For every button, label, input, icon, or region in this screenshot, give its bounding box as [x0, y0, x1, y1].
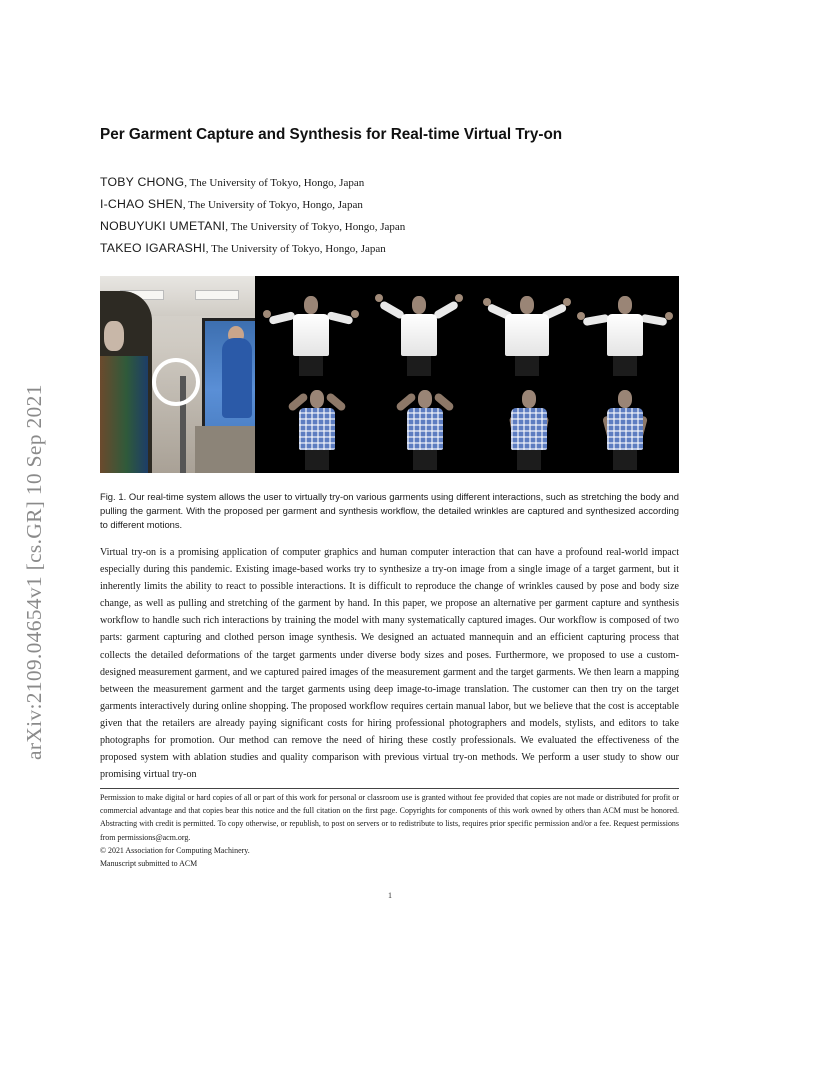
lab-setup-photo: [100, 276, 255, 473]
left-arm: [268, 311, 295, 325]
author-line: [100, 196, 700, 218]
author-line: [100, 218, 700, 240]
result-white-tshirt: [575, 284, 675, 376]
arxiv-identifier: arXiv:2109.04654v1 [cs.GR] 10 Sep 2021: [22, 384, 46, 760]
head: [304, 296, 318, 314]
figure-caption: Fig. 1. Our real-time system allows the user to virtually try-on various garments using different interactions, such as stretching the body and pulling the garment. With the proposed per garment and synthesis workflow, the detailed wrinkles are captured and synthesized according to different motions.: [100, 491, 679, 530]
result-plaid-shirt: [479, 378, 579, 470]
result-plaid-shirt: [267, 378, 367, 470]
head: [522, 390, 536, 408]
result-plaid-shirt: [375, 378, 475, 470]
legs: [517, 450, 541, 470]
author-affiliation: , The University of Tokyo, Hongo, Japan: [182, 199, 363, 211]
author-name: TAKEO IGARASHI: [100, 241, 206, 255]
copyright-line: © 2021 Association for Computing Machinery.: [100, 845, 250, 855]
plaid-shirt: [511, 408, 547, 450]
paper-title: Per Garment Capture and Synthesis for Real-time Virtual Try-on: [100, 126, 563, 143]
right-fist: [351, 310, 359, 318]
result-white-tshirt: [369, 284, 469, 376]
author-line: [100, 240, 700, 262]
white-tshirt: [607, 314, 643, 356]
user-face: [104, 321, 124, 351]
user-shirt: [100, 356, 148, 473]
result-white-tshirt: [261, 284, 361, 376]
author-list: [100, 174, 700, 262]
legs: [305, 450, 329, 470]
author-name: I-CHAO SHEN: [100, 197, 183, 211]
head: [618, 296, 632, 314]
right-arm: [326, 311, 353, 325]
plaid-shirt: [607, 408, 643, 450]
screen-person: [222, 338, 252, 418]
tryon-results-grid: [257, 276, 679, 473]
left-fist: [577, 312, 585, 320]
right-fist: [455, 294, 463, 302]
author-name: NOBUYUKI UMETANI: [100, 219, 226, 233]
legs: [407, 356, 431, 376]
head: [310, 390, 324, 408]
plaid-shirt: [299, 408, 335, 450]
left-fist: [263, 310, 271, 318]
right-arm: [641, 314, 668, 326]
page-number: 1: [388, 891, 392, 900]
left-arm: [583, 314, 610, 326]
result-white-tshirt: [477, 284, 577, 376]
legs: [613, 356, 637, 376]
white-tshirt: [401, 314, 437, 356]
head: [618, 390, 632, 408]
head: [520, 296, 534, 314]
footnote-block: [100, 791, 679, 870]
permission-notice: Permission to make digital or hard copies of all or part of this work for personal or classroom use is granted without fee provided that copies are not made or distributed for profit or commercial advantage and that copies bear this notice and the full citation on the first page. Copyrights for components of this work owned by others than ACM must be honored. Abstracting with credit is permitted. To copy otherwise, or republish, to post on servers or to redistribute to lists, requires prior specific permission and/or a fee. Request permissions from permissions@acm.org.: [100, 793, 679, 842]
left-fist: [483, 298, 491, 306]
legs: [515, 356, 539, 376]
right-fist: [563, 298, 571, 306]
head: [418, 390, 432, 408]
white-tshirt: [293, 314, 329, 356]
head: [412, 296, 426, 314]
author-affiliation: , The University of Tokyo, Hongo, Japan: [205, 243, 386, 255]
plaid-shirt: [407, 408, 443, 450]
author-name: TOBY CHONG: [100, 175, 185, 189]
abstract-text: Virtual try-on is a promising application of computer graphics and human computer interaction that can have a profound real-world impact especially during this pandemic. Existing image-based works try to synthesize a try-on image from a single image of a target garment, but it inherently limits the ability to react to possible interactions. It is difficult to reproduce the change of wrinkles caused by pose and body size change, as well as pulling and stretching of the garment by hand. In this paper, we propose an alternative per garment capture and synthesis workflow to handle such rich interactions by training the model with many systematically captured images. Our workflow is composed of two parts: garment capturing and clothed person image synthesis. We designed an actuated mannequin and an efficient capturing process that collects the detailed deformations of the target garments under diverse body sizes and poses. Furthermore, we proposed to use a custom-designed measurement garment, and we captured paired images of the measurement garment and the target garments. We then learn a mapping between the measurement garment and the target garments using deep image-to-image translation. The customer can then try on the target garments interactively during online shopping. The proposed workflow requires certain manual labor, but we believe that the cost is acceptable given that the retailers are already paying significant costs for hiring professional photographers and models, stylists, and editors to take photographs for promotion. Our method can remove the need of hiring these costly professionals. We evaluated the effectiveness of the proposed system with ablation studies and quality comparison with previous virtual try-on methods. We perform a user study to show our promising virtual try-on: [100, 547, 679, 781]
camera-highlight-ring: [152, 358, 200, 406]
author-affiliation: , The University of Tokyo, Hongo, Japan: [184, 177, 365, 189]
legs: [613, 450, 637, 470]
footnote-divider: [100, 788, 679, 789]
left-fist: [375, 294, 383, 302]
ceiling-light: [195, 290, 239, 300]
author-affiliation: , The University of Tokyo, Hongo, Japan: [225, 221, 406, 233]
author-line: [100, 174, 700, 196]
teaser-figure: [100, 276, 679, 473]
legs: [299, 356, 323, 376]
white-tshirt: [505, 314, 549, 356]
result-plaid-shirt: [575, 378, 675, 470]
right-fist: [665, 312, 673, 320]
desk: [195, 426, 255, 473]
legs: [413, 450, 437, 470]
manuscript-status: Manuscript submitted to ACM: [100, 859, 198, 869]
